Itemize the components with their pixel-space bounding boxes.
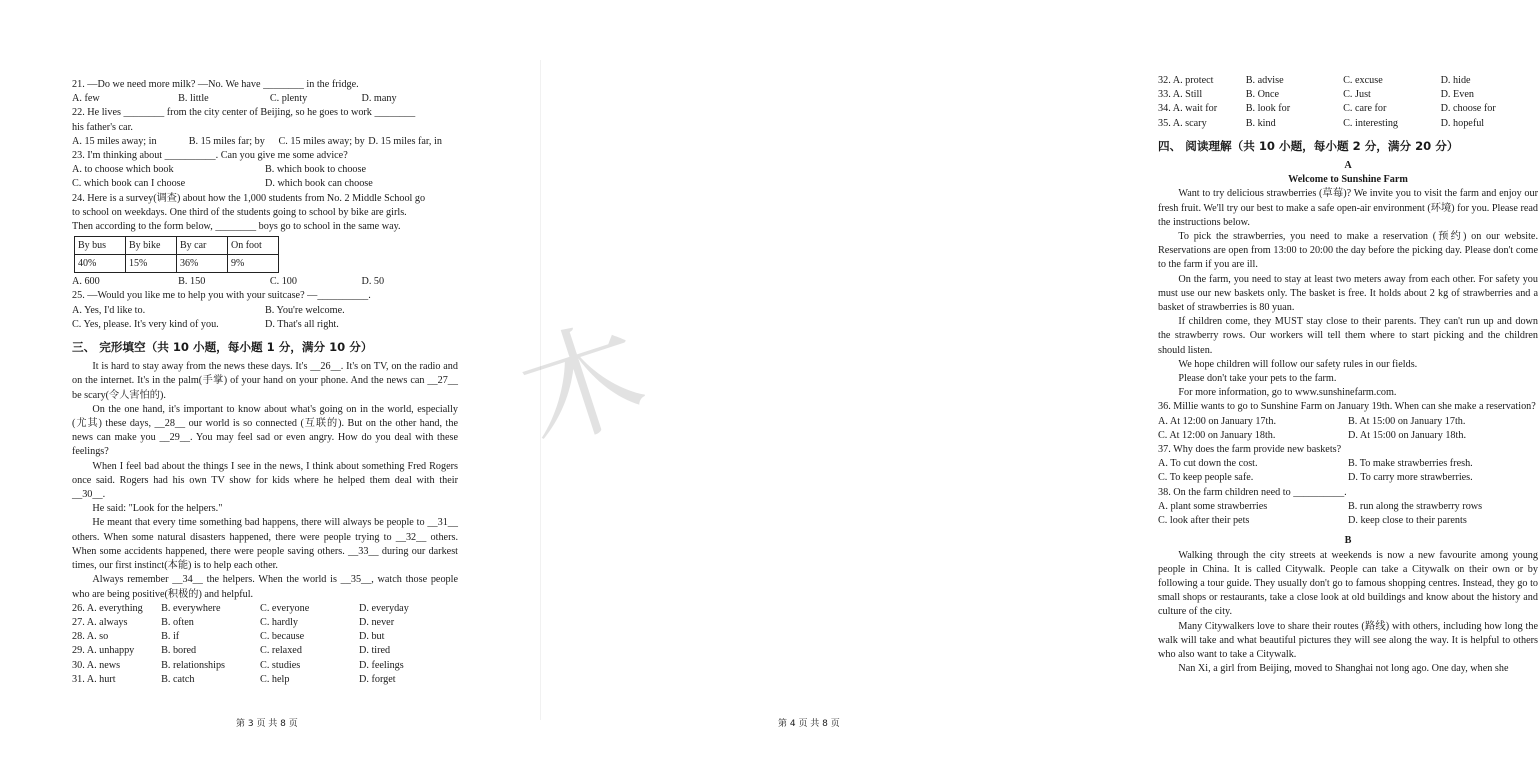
q37-option-b: B. To make strawberries fresh. [1348,458,1473,470]
option: 34. A. wait for [1158,103,1218,115]
passage-a-para-3: On the farm, you need to stay at least two meters away from each other. For safety you must use our new baskets only. The basket is free. It holds about 2 kg of strawberries and a basket of strawberries is 80 yuan. [1158,273,1538,314]
option: C. care for [1343,103,1387,115]
cloze-para-3: When I feel bad about the things I see in the news, I think about something Fred Rogers once said. Rogers had his own TV show for kids where he helped them deal with their __30__. [72,460,458,501]
passage-a-para-2: To pick the strawberries, you need to make a reservation (预约) on our website. Reservations are open from 13:00 to 20:00 the day before the picking day. Please don't come to the farm if you are ill. [1158,231,1538,271]
q25-option-a: A. Yes, I'd like to. [72,304,146,316]
cloze-options-28 [72,630,458,644]
survey-value-foot: 9% [228,255,279,273]
q23-stem: 23. I'm thinking about __________. Can you give me some advice? [72,150,348,162]
q37-option-c: C. To keep people safe. [1158,472,1254,484]
survey-value-row [75,255,279,273]
survey-header-foot: On foot [228,237,279,255]
option: 32. A. protect [1158,75,1214,86]
q38-stem: 38. On the farm children need to __________. [1158,486,1347,498]
q24-option-d: D. 50 [361,276,385,288]
q37-option-a: A. To cut down the cost. [1158,458,1258,470]
q38-option-b: B. run along the strawberry rows [1348,500,1483,512]
option: D. feelings [359,659,404,671]
q21-option-b: B. little [178,93,209,105]
option: D. Even [1440,89,1474,101]
option: D. never [359,616,395,628]
cloze-para-4: He said: "Look for the helpers." [92,503,223,515]
q38-option-d: D. keep close to their parents [1348,515,1467,527]
q23-option-d: D. which book can choose [265,178,373,190]
option: D. hide [1440,75,1471,86]
option: B. if [161,631,180,643]
q25-option-b: B. You're welcome. [265,304,345,316]
q36-option-d: D. At 15:00 on January 18th. [1348,429,1466,441]
cloze-para-5: He meant that every time something bad happens, there will always be people to __31__ others. When some natural disasters happened, there were people trying to __32__ others. When some accidents happened, there were people saving others. __33__ during our darkest times, our first instinct(本能) is to help each other. [72,517,458,572]
q24-option-a: A. 600 [72,276,100,288]
cloze-options-31 [72,673,458,687]
q36-option-b: B. At 15:00 on January 17th. [1348,415,1466,427]
q21-option-a: A. few [72,93,100,105]
q25-option-d: D. That's all right. [265,318,339,330]
option: 30. A. news [72,659,121,671]
q23-options [72,163,458,191]
left-column [72,78,458,687]
option: B. look for [1245,103,1291,115]
q23-option-b: B. which book to choose [265,164,367,176]
survey-value-bus: 40% [75,255,126,273]
passage-b-para-1: Walking through the city streets at weekends is now a new favourite among young people in China. It is called Citywalk. People can take a Citywalk on their own or by following a tour guide. They usually don't go to famous shopping centres. Instead, they go to small shops or restaurants, take a close look at old buildings and know about the history and culture of the city. [1158,549,1538,618]
cloze-para-6: Always remember __34__ the helpers. When the world is __35__, watch those people who are being positive(积极的) and helpful. [72,574,458,600]
page-number-left: 第 3 页 共 8 页 [236,719,298,729]
right-column [1158,74,1538,676]
passage-b-para-2: Many Citywalkers love to share their routes (路线) with others, including how long the walk will take and what beautiful pictures they will see along the way. It is helpful to others who also want to take a Citywalk. [1158,620,1538,660]
q25-option-c: C. Yes, please. It's very kind of you. [72,318,219,330]
passage-a-label: A [1344,160,1352,172]
cloze-options-29 [72,644,458,658]
q22-option-c: C. 15 miles away; by [278,135,365,147]
option: C. help [260,673,290,685]
passage-a-para-4: If children come, they MUST stay close to their parents. They can't run up and down the strawberry rows. Our workers will tell them where to start picking and the children should listen. [1158,316,1538,356]
survey-value-car: 36% [177,255,228,273]
option: B. kind [1245,117,1276,129]
q38-option-c: C. look after their pets [1158,515,1250,527]
q23-option-c: C. which book can I choose [72,178,186,190]
watermark: 木 [504,301,662,471]
q36-options [1158,415,1538,443]
survey-header-car: By car [177,237,228,255]
option: D. tired [359,645,391,657]
q36-option-a: A. At 12:00 on January 17th. [1158,415,1276,427]
cloze-options-33 [1158,88,1538,102]
q24-stem-3: Then according to the form below, ________ boys go to school in the same way. [72,221,401,233]
option: D. everyday [359,602,409,614]
option: C. excuse [1343,75,1383,86]
q24-option-c: C. 100 [269,276,297,288]
q22-stem: 22. He lives ________ from the city center of Beijing, so he goes to work ________ [72,107,416,119]
q36-option-c: C. At 12:00 on January 18th. [1158,429,1276,441]
passage-a-para-1: Want to try delicious strawberries (草莓)? We invite you to visit the farm and enjoy our fresh fruit. We'll try our best to make a safe open-air environment (环境) for you. Please read the instructions below. [1158,188,1538,228]
q23-option-a: A. to choose which book [72,164,174,176]
option: C. relaxed [260,645,302,657]
cloze-options-26 [72,602,458,616]
q21-options [72,92,458,106]
option: C. studies [260,659,301,671]
survey-header-bus: By bus [75,237,126,255]
cloze-para-2: On the one hand, it's important to know about what's going on in the world, especially (尤其) these days, __28__ our world is so connected (互联的). But on the other hand, the news can make you __29__. You may feel sad or even angry. How do you deal with these feelings? [72,403,458,458]
q24-stem-2: to school on weekdays. One third of the students going to school by bike are girls. [72,206,407,218]
option: 28. A. so [72,631,109,643]
q22-option-d: D. 15 miles far, in [368,135,442,147]
option: C. everyone [260,602,310,614]
left-page [0,0,540,758]
option: B. advise [1245,75,1284,86]
option: D. choose for [1440,103,1496,115]
option: D. hopeful [1440,117,1485,129]
q24-options [72,275,458,289]
q21-option-c: C. plenty [269,93,308,105]
cloze-options-32 [1158,74,1538,88]
q25-stem: 25. —Would you like me to help you with your suitcase? —__________. [72,290,371,302]
cloze-options-34 [1158,102,1538,116]
survey-header-row [75,237,279,255]
option: C. interesting [1343,117,1399,129]
passage-a-para-5: We hope children will follow our safety rules in our fields. [1178,358,1418,370]
q37-option-d: D. To carry more strawberries. [1348,472,1473,484]
q22-option-b: B. 15 miles far; by [188,135,265,147]
q21-stem: 21. —Do we need more milk? —No. We have ________ in the fridge. [72,79,359,90]
q21-option-d: D. many [361,93,397,105]
q37-options [1158,457,1538,485]
q38-options [1158,500,1538,528]
option: B. everywhere [161,602,221,614]
q24-option-b: B. 150 [178,276,206,288]
q37-stem: 37. Why does the farm provide new baskets? [1158,444,1342,456]
cloze-options-27 [72,616,458,630]
option: D. but [359,631,385,643]
q24-stem: 24. Here is a survey(调查) about how the 1,000 students from No. 2 Middle School go [72,192,426,204]
q22-options [72,135,458,149]
option: B. Once [1245,89,1280,101]
right-page [540,0,1538,758]
option: B. often [161,616,194,628]
passage-a-para-7: For more information, go to www.sunshinefarm.com. [1178,387,1397,399]
passage-b-para-3: Nan Xi, a girl from Beijing, moved to Shanghai not long ago. One day, when she [1178,663,1509,675]
q22-option-a: A. 15 miles away; in [72,135,157,147]
option: 35. A. scary [1158,117,1207,129]
cloze-para-1: It is hard to stay away from the news these days. It's __26__. It's on TV, on the radio and on the internet. It's in the palm(手掌) of your hand on your phone. And the news can __27__ be scary(令人害怕的). [72,361,458,401]
option: 27. A. always [72,616,128,628]
q25-options [72,304,458,332]
section-three-heading: 三、 完形填空（共 10 小题，每小题 1 分，满分 10 分） [72,340,373,355]
option: C. because [260,631,305,643]
option: D. forget [359,673,396,685]
q38-option-a: A. plant some strawberries [1158,500,1268,512]
option: B. catch [161,673,195,685]
survey-header-bike: By bike [126,237,177,255]
cloze-options-35 [1158,117,1538,131]
passage-b-label: B [1344,535,1352,547]
option: C. hardly [260,616,298,628]
option: 29. A. unhappy [72,645,135,657]
option: B. bored [161,645,197,657]
page-number-right: 第 4 页 共 8 页 [778,719,840,729]
q22-stem-cont: his father's car. [72,121,133,133]
cloze-options-30 [72,659,458,673]
section-four-heading: 四、 阅读理解（共 10 小题，每小题 2 分，满分 20 分） [1158,138,1459,153]
option: 33. A. Still [1158,89,1203,101]
option: C. Just [1343,89,1371,101]
passage-a-title: Welcome to Sunshine Farm [1288,174,1408,186]
survey-value-bike: 15% [126,255,177,273]
option: 31. A. hurt [72,673,116,685]
q36-stem: 36. Millie wants to go to Sunshine Farm on January 19th. When can she make a reservation? [1158,401,1536,413]
option: 26. A. everything [72,602,143,614]
passage-a-para-6: Please don't take your pets to the farm. [1178,373,1337,385]
survey-table [74,236,279,273]
option: B. relationships [161,659,226,671]
